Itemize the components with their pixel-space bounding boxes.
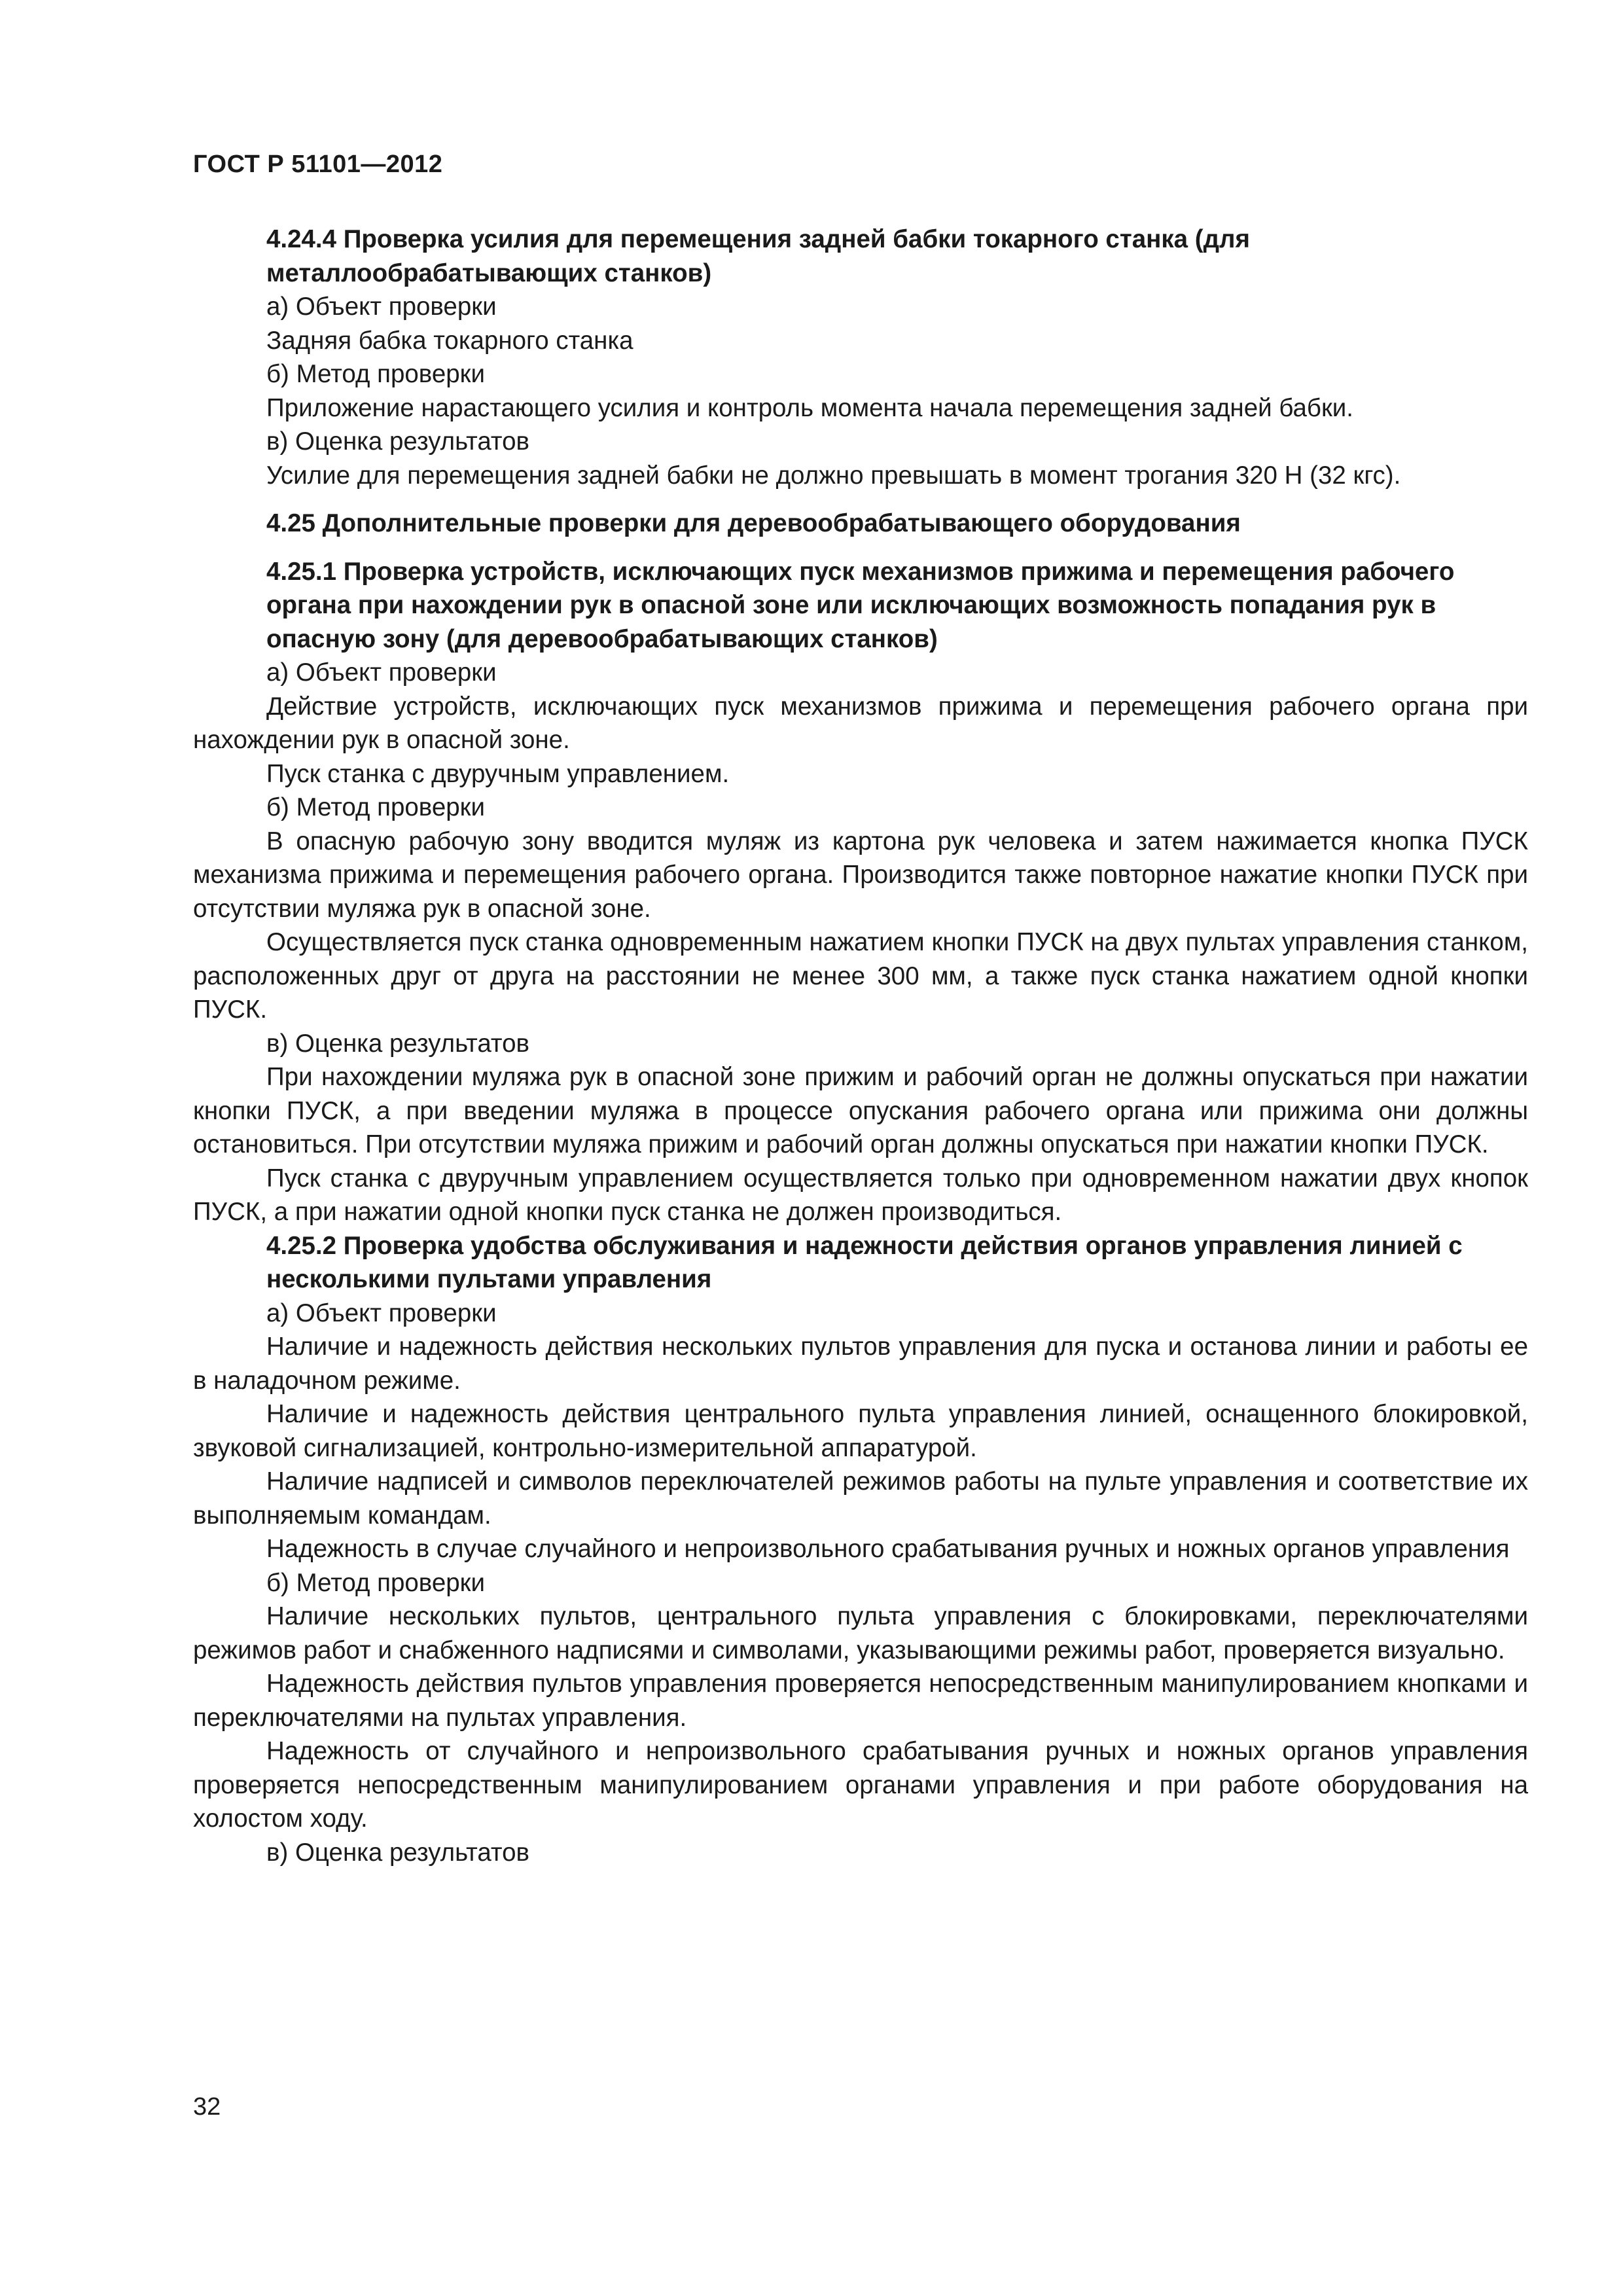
- section-4-25-heading: 4.25 Дополнительные проверки для деревообрабатывающего оборудования: [266, 509, 1241, 537]
- section-4-25-1-heading: 4.25.1 Проверка устройств, исключающих пуск механизмов прижима и перемещения рабочего органа при нахождении рук в опасной зоне или исключающих возможность попадания рук в опасную зону (для деревообрабатывающих станков): [266, 557, 1455, 653]
- page-number: 32: [193, 2093, 221, 2121]
- section-4-24-4-object-text: Задняя бабка токарного станка: [266, 326, 633, 355]
- section-4-24-4-object-label: а) Объект проверки: [266, 293, 497, 321]
- section-4-25-1-method-label: б) Метод проверки: [266, 793, 485, 821]
- section-4-25-2-object-label: а) Объект проверки: [266, 1299, 497, 1327]
- section-4-25-2-object-text-1: Наличие и надежность действия нескольких пультов управления для пуска и останова линии и работы ее в наладочном режиме.: [193, 1333, 1528, 1395]
- section-4-25-1-result-text-1: При нахождении муляжа рук в опасной зоне прижим и рабочий орган не должны опускаться при нажатии кнопки ПУСК, а при введении муляжа в процессе опускания рабочего органа или прижима они должны остановиться. При отсутствии муляжа прижим и рабочий орган должны опускаться при нажатии кнопки ПУСК.: [193, 1063, 1528, 1158]
- section-4-25-2-heading: 4.25.2 Проверка удобства обслуживания и надежности действия органов управления линией с несколькими пультами управления: [266, 1231, 1463, 1293]
- section-4-25-2-method-text-3: Надежность от случайного и непроизвольного срабатывания ручных и ножных органов управления проверяется непосредственным манипулированием органами управления и при работе оборудования на холостом ходу.: [193, 1737, 1528, 1833]
- section-4-25-1-method-text-2: Осуществляется пуск станка одновременным нажатием кнопки ПУСК на двух пультах управления станком, расположенных друг от друга на расстоянии не менее 300 мм, а также пуск станка нажатием одной кнопки ПУСК.: [193, 928, 1528, 1024]
- section-4-25-1-result-text-2: Пуск станка с двуручным управлением осуществляется только при одновременном нажатии двух кнопок ПУСК, а при нажатии одной кнопки пуск станка не должен производиться.: [193, 1164, 1528, 1226]
- section-4-24-4-method-text: Приложение нарастающего усилия и контроль момента начала перемещения задней бабки.: [266, 393, 1353, 422]
- document-body: [193, 223, 1528, 1869]
- section-4-25-1-object-label: а) Объект проверки: [266, 658, 497, 687]
- section-4-25-1-object-text-2: Пуск станка с двуручным управлением.: [266, 759, 730, 788]
- section-4-25-2-result-label: в) Оценка результатов: [266, 1838, 529, 1867]
- section-4-24-4-result-text: Усилие для перемещения задней бабки не должно превышать в момент трогания 320 Н (32 кгс).: [266, 461, 1401, 490]
- section-4-25-1-result-label: в) Оценка результатов: [266, 1029, 529, 1058]
- section-4-25-1-method-text-1: В опасную рабочую зону вводится муляж из картона рук человека и затем нажимается кнопка ПУСК механизма прижима и перемещения рабочего органа. Производится также повторное нажатие кнопки ПУСК при отсутствии муляжа рук в опасной зоне.: [193, 827, 1528, 923]
- section-4-24-4-method-label: б) Метод проверки: [266, 360, 485, 388]
- section-4-25-2-method-label: б) Метод проверки: [266, 1568, 485, 1597]
- section-4-25-2-object-text-2: Наличие и надежность действия центрального пульта управления линией, оснащенного блокировкой, звуковой сигнализацией, контрольно-измерительной аппаратурой.: [193, 1400, 1528, 1462]
- section-4-25-2-method-text-1: Наличие нескольких пультов, центрального пульта управления с блокировками, переключателями режимов работ и снабженного надписями и символами, указывающими режимы работ, проверяется визуально.: [193, 1602, 1528, 1664]
- section-4-24-4-heading: 4.24.4 Проверка усилия для перемещения задней бабки токарного станка (для металлообрабатывающих станков): [266, 225, 1250, 287]
- section-4-25-1-object-text-1: Действие устройств, исключающих пуск механизмов прижима и перемещения рабочего органа при нахождении рук в опасной зоне.: [193, 692, 1528, 754]
- section-4-25-2-object-text-3: Наличие надписей и символов переключателей режимов работы на пульте управления и соответствие их выполняемым командам.: [193, 1467, 1528, 1530]
- section-4-24-4-result-label: в) Оценка результатов: [266, 427, 529, 456]
- section-4-25-2-object-text-4: Надежность в случае случайного и непроизвольного срабатывания ручных и ножных органов управления: [266, 1535, 1510, 1563]
- document-code-header: ГОСТ Р 51101—2012: [193, 151, 443, 178]
- section-4-25-2-method-text-2: Надежность действия пультов управления проверяется непосредственным манипулированием кнопками и переключателями на пультах управления.: [193, 1670, 1528, 1732]
